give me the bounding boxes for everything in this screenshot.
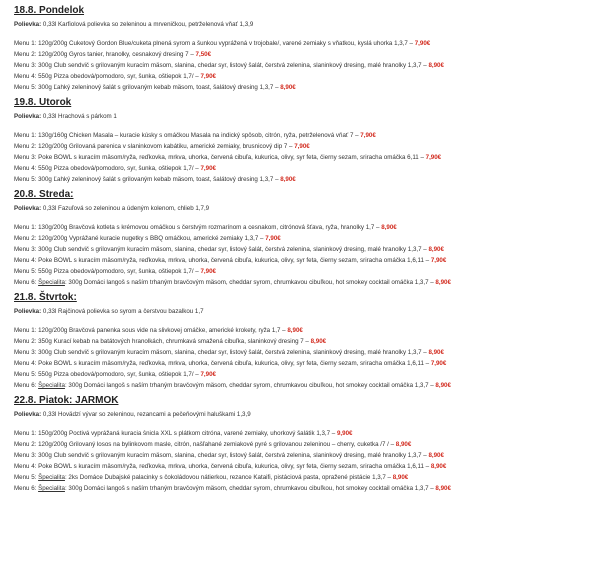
menu-item: Menu 5: 550g Pizza obedová/pomodoro, syr, šunka, oštiepok 1,7/ – 7,90€ — [14, 371, 216, 378]
menu-item: Menu 4: Poke BOWL s kuracím mäsom/ryža, reďkovka, mrkva, uhorka, červená cibuľa, kukurica, olivy, syr feta, čierny sezam, sriracha omáčka 1,6,11 – 7,90€ — [14, 257, 447, 264]
menu-item: Menu 3: 300g Club sendvič s grilovaným kuracím mäsom, slanina, chedar syr, listový šalát, čerstvá zelenina, slaninkový dresing, malé hranolky 1,3,7 – 8,90€ — [14, 349, 444, 356]
price: 8,90€ — [280, 84, 296, 91]
price: 7,50€ — [195, 51, 212, 58]
day-tuesday — [14, 96, 604, 185]
price: 8,90€ — [392, 474, 409, 481]
menu-item: Menu 3: 300g Club sendvič s grilovaným kuracím mäsom, slanina, chedar syr, listový šalát, čerstvá zelenina, slaninkový dresing, malé hranolky 1,3,7 – 8,90€ — [14, 246, 444, 253]
menu-item: Menu 4: 550g Pizza obedová/pomodoro, syr, šunka, oštiepok 1,7/ – 7,90€ — [14, 165, 216, 172]
menu-item: Menu 6: Špecialita: 300g Domáci langoš s naším trhaným bravčovým mäsom, cheddar syrom, chrumkavou cibuľkou, hot smokey cocktail omáčka 1,3,7 – 8,90€ — [14, 485, 451, 492]
menu-item: Menu 3: 300g Club sendvič s grilovaným kuracím mäsom, slanina, chedar syr, listový šalát, čerstvá zelenina, slaninkový dresing, malé hranolky 1,3,7 – 8,90€ — [14, 62, 444, 69]
menu-item: Menu 2: 120g/200g Grilovaná parenica v slaninkovom kabátiku, americké zemiaky, brusnicový dip 7 – 7,90€ — [14, 143, 310, 150]
price: 7,90€ — [430, 360, 447, 367]
price: 8,90€ — [435, 279, 451, 286]
price: 9,90€ — [336, 430, 353, 437]
price: 8,90€ — [435, 382, 451, 389]
soup-line: Polievka: 0,33l Hrachová s párkom 1 — [14, 113, 117, 120]
price: 7,90€ — [200, 371, 216, 378]
menu-item: Menu 3: 300g Club sendvič s grilovaným kuracím mäsom, slanina, chedar syr, listový šalát, čerstvá zelenina, slaninkový dresing, malé hranolky 1,3,7 – 8,90€ — [14, 452, 444, 459]
menu-item: Menu 1: 120g/200g Bravčová panenka sous vide na slivkovej omáčke, americké krokety, ryža 1,7 – 8,90€ — [14, 327, 303, 334]
price: 7,90€ — [200, 268, 216, 275]
price: 7,90€ — [430, 257, 447, 264]
price: 8,90€ — [428, 62, 444, 69]
menu-item: Menu 2: 350g Kurací kebab na batátových hranolkách, chrumkavá smažená cibuľka, slaninkový dresing 7 – 8,90€ — [14, 338, 327, 345]
menu-item: Menu 4: 550g Pizza obedová/pomodoro, syr, šunka, oštiepok 1,7/ – 7,90€ — [14, 73, 216, 80]
menu-item: Menu 1: 120g/200g Cuketový Gordon Blue/cuketa plnená syrom a šunkou vyprážená v trojobale/, varené zemiaky s vňatkou, kyslá uhorka 1,3,7 – 7,90€ — [14, 40, 431, 47]
price: 7,90€ — [294, 143, 310, 150]
menu-item: Menu 1: 150g/200g Poctivá vyprážaná kuracia ŝnicla XXL s plátkom citróna, varené zemiaky, uhorkový šalátik 1,3,7 – 9,90€ — [14, 430, 353, 437]
price: 7,90€ — [360, 132, 376, 139]
price: 8,90€ — [381, 224, 397, 231]
price: 7,90€ — [200, 73, 216, 80]
menu-item: Menu 5: 550g Pizza obedová/pomodoro, syr, šunka, oštiepok 1,7/ – 7,90€ — [14, 268, 216, 275]
price: 8,90€ — [428, 246, 444, 253]
price: 7,90€ — [200, 165, 216, 172]
soup-line: Polievka: 0,33l Hovädzí vývar so zeleninou, rezancami a pečeňovými haluškami 1,3,9 — [14, 411, 251, 418]
menu-item: Menu 5: Špecialita: 2ks Domáce Dubajské palacinky s čokoládovou nátierkou, rezance Kataifi, pistáciová pasta, opražené pistácie 1,3,7 – 8,90€ — [14, 474, 409, 481]
price: 8,90€ — [395, 441, 412, 448]
menu-item: Menu 4: Poke BOWL s kuracím mäsom/ryža, reďkovka, mrkva, uhorka, červená cibuľa, kukurica, olivy, syr feta, čierny sezam, sriracha omáčka 1,6,11 – 7,90€ — [14, 360, 447, 367]
menu-item: Menu 6: Špecialita: 300g Domáci langoš s naším trhaným bravčovým mäsom, cheddar syrom, chrumkavou cibuľkou, hot smokey cocktail omáčka 1,3,7 – 8,90€ — [14, 382, 451, 389]
price: 8,90€ — [280, 176, 296, 183]
price: 8,90€ — [430, 463, 447, 470]
price: 8,90€ — [435, 485, 451, 492]
soup-line: Polievka: 0,33l Karfiolová polievka so zeleninou a mrveničkou, petrželenová vňať 1,3,9 — [14, 21, 254, 28]
day-wednesday — [14, 188, 604, 288]
price: 8,90€ — [287, 327, 303, 334]
day-title: 21.8. Štvrtok: — [14, 292, 77, 303]
menu-item: Menu 2: 120g/200g Gyros tanier, hranolky, cesnakový dresing 7 – 7,50€ — [14, 51, 212, 58]
menu-item: Menu 5: 300g Ľahký zeleninový šalát s grilovaným kebab mäsom, toast, šalátový dresing 1,3,7 – 8,90€ — [14, 84, 296, 91]
soup-line: Polievka: 0,33l Rajčinová polievka so syrom a čerstvou bazalkou 1,7 — [14, 308, 204, 315]
menu-item: Menu 5: 300g Ľahký zeleninový šalát s grilovaným kebab mäsom, toast, šalátový dresing 1,3,7 – 8,90€ — [14, 176, 296, 183]
menu-item: Menu 4: Poke BOWL s kuracím mäsom/ryža, reďkovka, mrkva, uhorka, červená cibuľa, kukurica, olivy, syr feta, čierny sezam, sriracha omáčka 1,6,11 – 8,90€ — [14, 463, 447, 470]
menu-item: Menu 1: 130g/200g Bravčová kotleta s krémovou omáčkou s čerstvým rozmarínom a cesnakom, citrónová šťava, ryža, hranolky 1,7 – 8,90€ — [14, 224, 397, 231]
price: 7,90€ — [414, 40, 431, 47]
menu-item: Menu 2: 120g/200g Vyprážané kuracie nugetky s BBQ omáčkou, americké zemiaky 1,3,7 – 7,90€ — [14, 235, 281, 242]
menu-item: Menu 6: Špecialita: 300g Domáci langoš s naším trhaným bravčovým mäsom, cheddar syrom, chrumkavou cibuľkou, hot smokey cocktail omáčka 1,3,7 – 8,90€ — [14, 279, 451, 286]
day-thursday — [14, 291, 604, 391]
price: 7,90€ — [265, 235, 281, 242]
price: 8,90€ — [310, 338, 327, 345]
day-friday — [14, 394, 604, 494]
soup-line: Polievka: 0,33l Fazuľová so zeleninou a údeným kolenom, chlieb 1,7,9 — [14, 205, 210, 212]
day-monday — [14, 4, 604, 93]
menu-item: Menu 2: 120g/200g Grilovaný losos na bylinkovom masle, citrón, našľahané zemiakové pyré s grilovanou zeleninou – cherry, cuketka /7 / – 8,90€ — [14, 441, 412, 448]
menu-item: Menu 1: 130g/160g Chicken Masala – kuracie kúsky s omáčkou Masala na indický spôsob, citrón, ryža, petrželenová vňať 7 – 7,90€ — [14, 132, 376, 139]
price: 7,90€ — [425, 154, 442, 161]
day-title: 22.8. Piatok: JARMOK — [14, 395, 119, 406]
day-title: 18.8. Pondelok — [14, 5, 85, 16]
menu-item: Menu 3: Poke BOWL s kuracím mäsom/ryža, reďkovka, mrkva, uhorka, červená cibuľa, kukurica, olivy, syr feta, čierny sezam, sriracha omáčka 6,11 – 7,90€ — [14, 154, 442, 161]
day-title: 20.8. Streda: — [14, 189, 74, 200]
price: 8,90€ — [428, 349, 444, 356]
day-title: 19.8. Utorok — [14, 97, 72, 108]
price: 8,90€ — [428, 452, 444, 459]
